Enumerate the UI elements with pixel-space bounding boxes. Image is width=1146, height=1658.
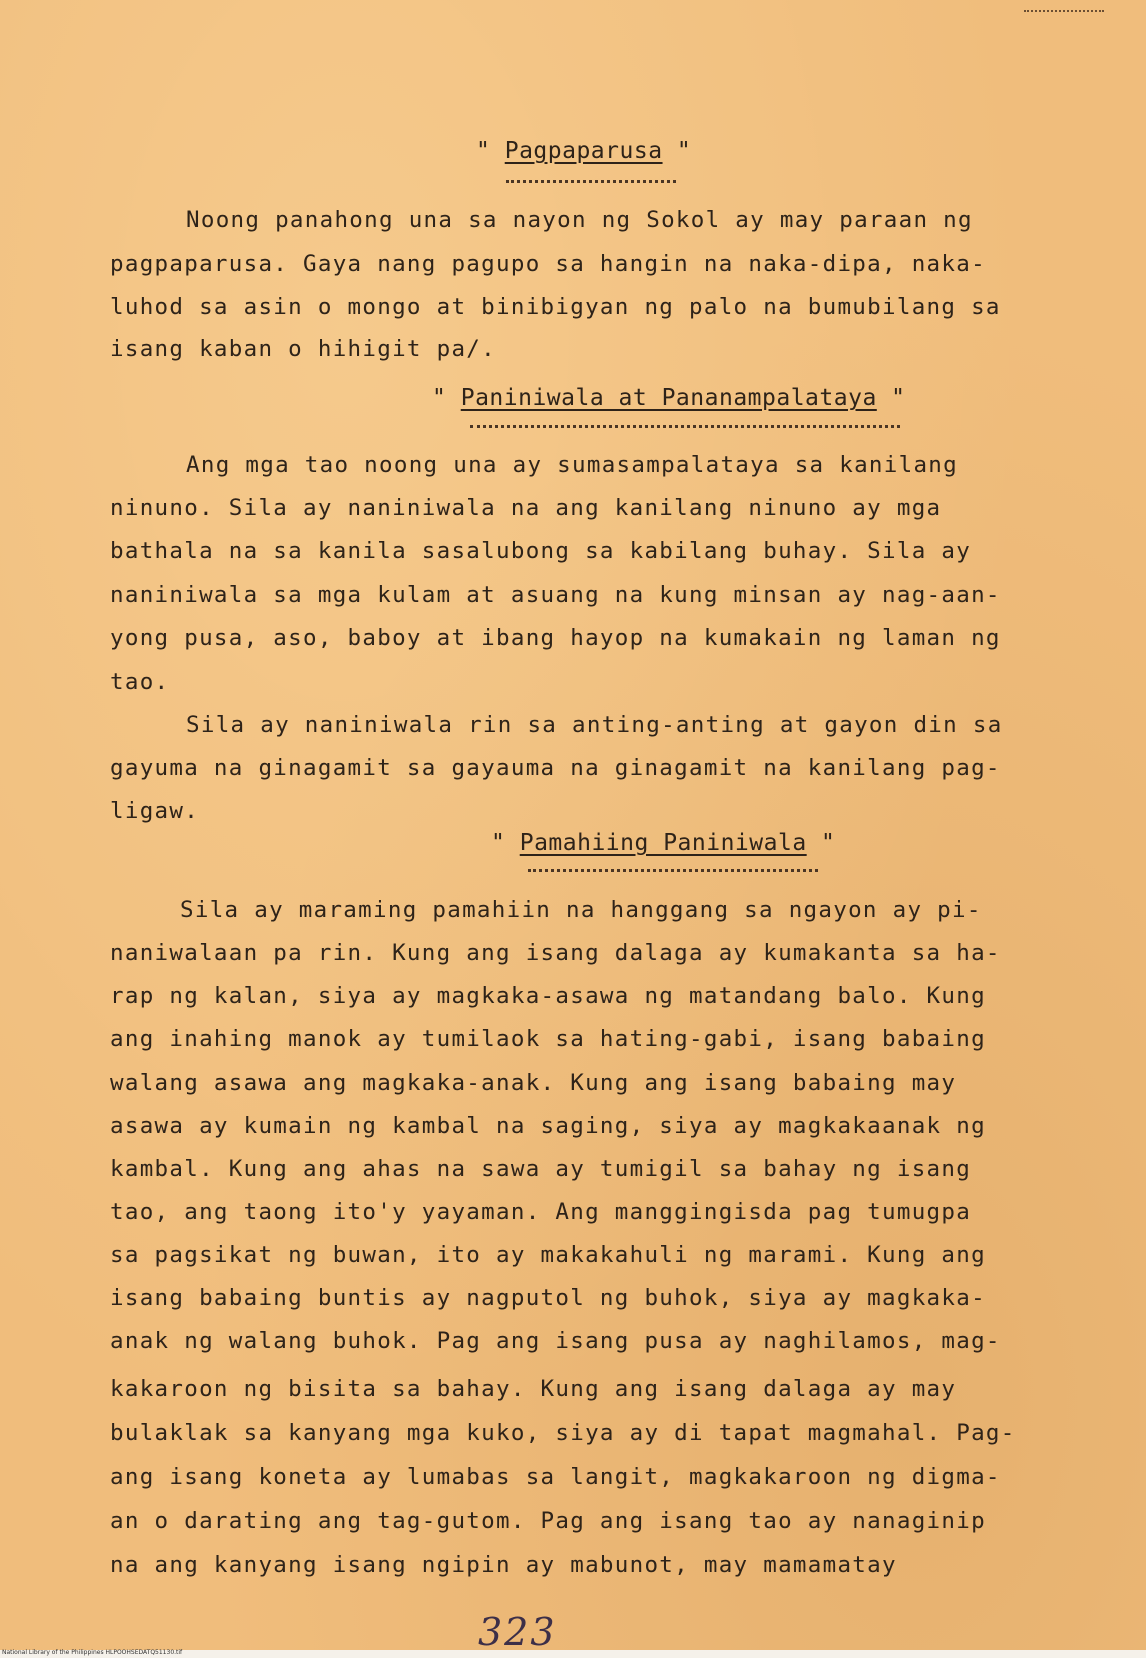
text-line: anak ng walang buhok. Pag ang isang pusa ay naghilamos, mag-: [110, 1328, 1001, 1354]
text-line: na ang kanyang isang ngipin ay mabunot, may mamamatay: [110, 1552, 897, 1578]
heading-title: Pagpaparusa: [504, 138, 663, 164]
heading-dotted-rule: [506, 180, 676, 185]
text-line: asawa ay kumain ng kambal na saging, siya ay magkakaanak ng: [110, 1113, 986, 1139]
page-number: 323: [478, 1610, 557, 1650]
text-line: ang inahing manok ay tumilaok sa hating-gabi, isang babaing: [110, 1026, 986, 1052]
text-line: an o darating ang tag-gutom. Pag ang isang tao ay nanaginip: [110, 1508, 986, 1534]
text-line: Noong panahong una sa nayon ng Sokol ay may paraan ng: [186, 207, 973, 233]
heading-dotted-rule: [470, 425, 900, 430]
text-line: tao, ang taong ito'y yayaman. Ang manggingisda pag tumugpa: [110, 1199, 972, 1225]
heading-title: Paniniwala at Pananampalataya: [460, 385, 877, 411]
section-heading-paniniwala: " Paniniwala at Pananampalataya ": [432, 385, 906, 411]
text-line: bulaklak sa kanyang mga kuko, siya ay di tapat magmahal. Pag-: [110, 1420, 1016, 1446]
text-line: kambal. Kung ang ahas na sawa ay tumigil sa bahay ng isang: [110, 1156, 972, 1182]
text-line: kakaroon ng bisita sa bahay. Kung ang isang dalaga ay may: [110, 1376, 957, 1402]
text-line: bathala na sa kanila sasalubong sa kabilang buhay. Sila ay: [110, 538, 972, 564]
text-line: naniwalaan pa rin. Kung ang isang dalaga ay kumakanta sa ha-: [110, 940, 1001, 966]
section-heading-pamahiin: " Pamahiing Paniniwala ": [491, 830, 836, 856]
corner-mark: [1024, 10, 1104, 12]
text-line: Ang mga tao noong una ay sumasampalataya sa kanilang: [186, 452, 958, 478]
text-line: tao.: [110, 669, 170, 695]
text-line: sa pagsikat ng buwan, ito ay makakahuli ng marami. Kung ang: [110, 1242, 986, 1268]
text-line: gayuma na ginagamit sa gayauma na ginagamit na kanilang pag-: [110, 755, 1001, 781]
text-line: rap ng kalan, siya ay magkaka-asawa ng matandang balo. Kung: [110, 983, 986, 1009]
text-line: isang kaban o hihigit pa/.: [110, 336, 496, 362]
text-line: ligaw.: [110, 798, 200, 824]
footer-bar: [0, 1650, 1146, 1658]
text-line: ang isang koneta ay lumabas sa langit, magkakaroon ng digma-: [110, 1464, 1001, 1490]
text-line: naniniwala sa mga kulam at asuang na kung minsan ay nag-aan-: [110, 582, 1001, 608]
text-line: walang asawa ang magkaka-anak. Kung ang isang babaing may: [110, 1070, 957, 1096]
text-line: yong pusa, aso, baboy at ibang hayop na kumakain ng laman ng: [110, 625, 1001, 651]
text-line: pagpaparusa. Gaya nang pagupo sa hangin na naka-dipa, naka-: [110, 251, 986, 277]
section-heading-pagpaparusa: " Pagpaparusa ": [476, 138, 692, 164]
footer-caption: National Library of the Philippines HLPOOHSEDATQ51130.tif: [2, 1649, 183, 1656]
text-line: isang babaing buntis ay nagputol ng buhok, siya ay magkaka-: [110, 1285, 986, 1311]
heading-dotted-rule: [528, 869, 818, 874]
text-line: luhod sa asin o mongo at binibigyan ng palo na bumubilang sa: [110, 294, 1001, 320]
text-line: Sila ay maraming pamahiin na hanggang sa ngayon ay pi-: [180, 897, 982, 923]
heading-title: Pamahiing Paniniwala: [519, 830, 807, 856]
text-line: Sila ay naniniwala rin sa anting-anting at gayon din sa: [186, 712, 1003, 738]
text-line: ninuno. Sila ay naniniwala na ang kanilang ninuno ay mga: [110, 495, 942, 521]
